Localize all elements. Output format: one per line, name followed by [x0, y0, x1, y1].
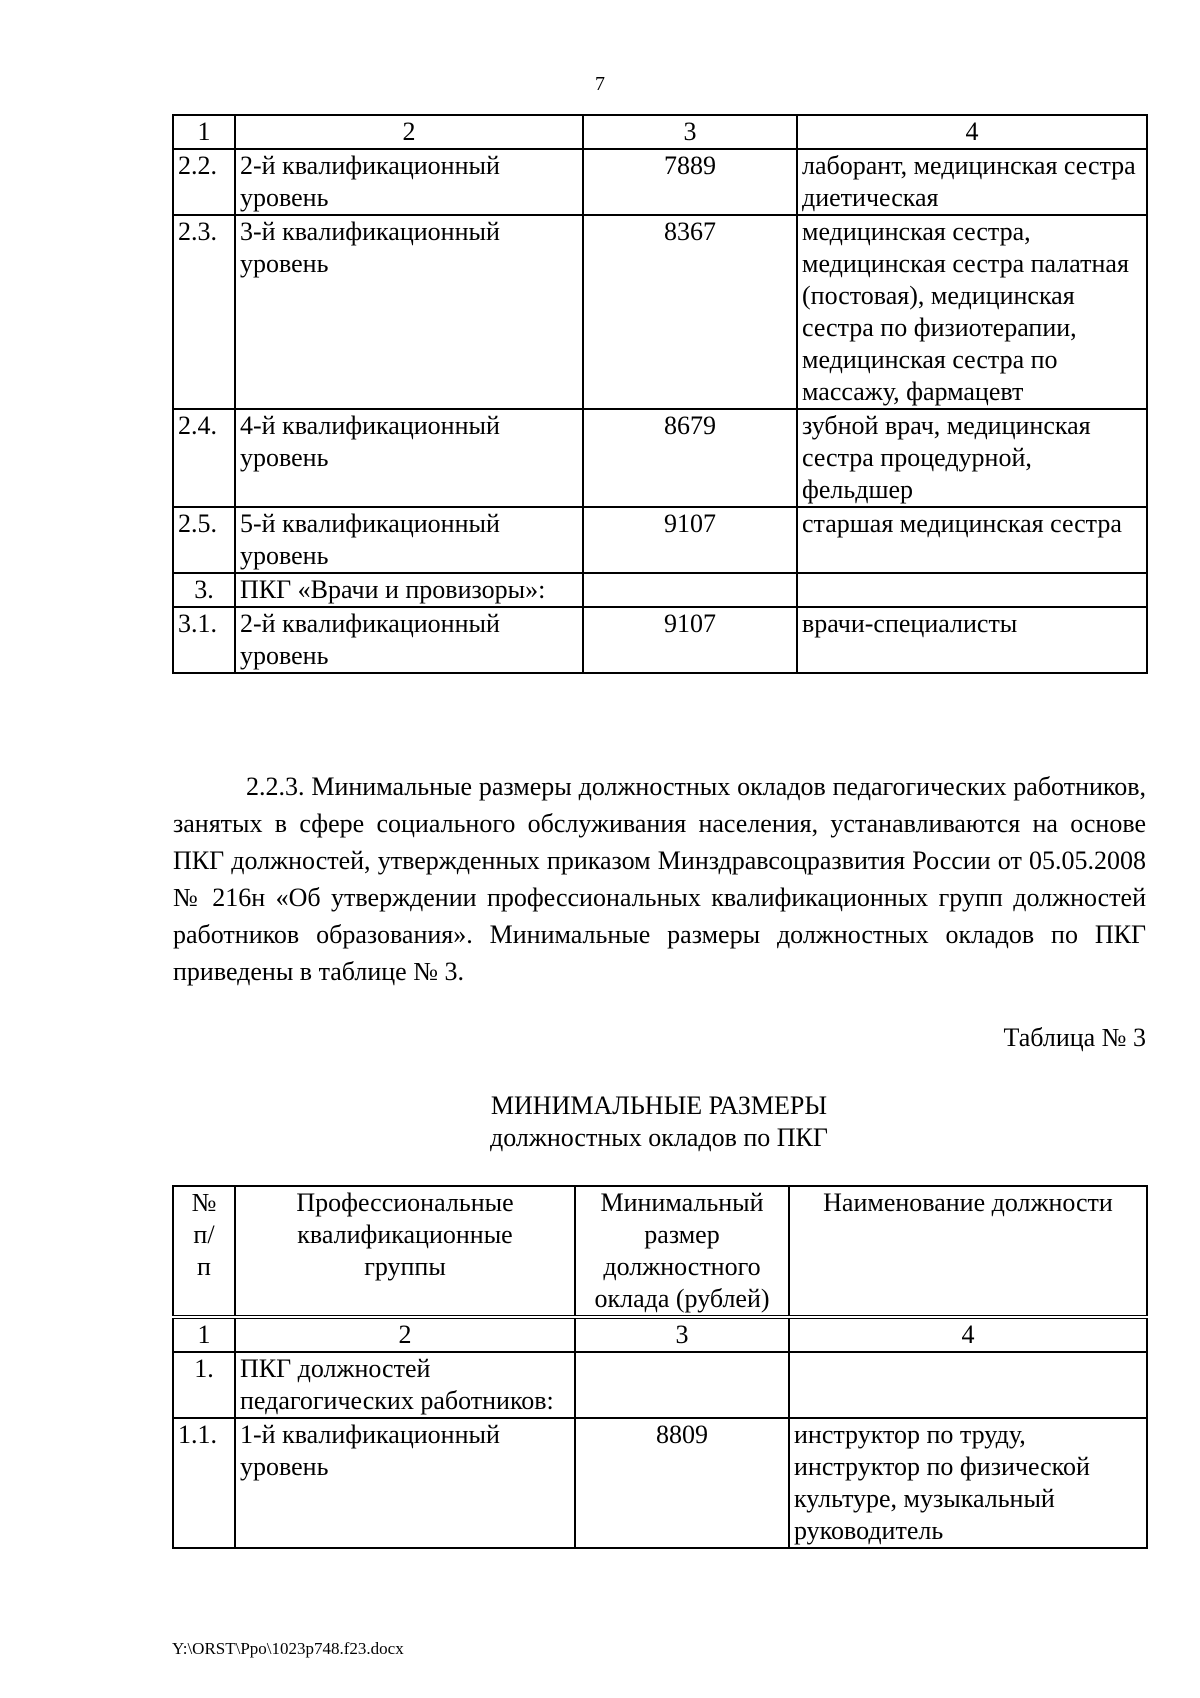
page-number: 7 — [595, 73, 605, 95]
header-positions: Наименование должности — [789, 1186, 1147, 1317]
position-names: лаборант, медицинская сестра диетическая — [797, 149, 1147, 215]
qualification-group: 1-й квалификационный уровень — [235, 1418, 575, 1548]
table-header-row — [173, 1186, 1147, 1317]
qualification-group: 3-й квалификационный уровень — [235, 215, 583, 409]
column-number: 4 — [789, 1317, 1147, 1352]
body-paragraph: 2.2.3. Минимальные размеры должностных окладов педагогических работников, занятых в сфере социального обслуживания населения, устанавливаются на основе ПКГ должностей, утвержденных приказом Минздравсоцразвития России от 05.05.2008 № 216н «Об утверждении профессиональных квалификационных групп должностей работников образования». Минимальные размеры должностных окладов по ПКГ приведены в таблице № 3. — [173, 772, 1146, 986]
table-row — [173, 215, 1147, 409]
column-number: 1 — [173, 1317, 235, 1352]
column-number: 2 — [235, 115, 583, 149]
row-number: 3.1. — [173, 607, 235, 673]
header-salary: Минимальный размер должностного оклада (рублей) — [575, 1186, 789, 1317]
table-title-line-1: МИНИМАЛЬНЫЕ РАЗМЕРЫ — [490, 1091, 828, 1120]
table-row — [173, 149, 1147, 215]
salary-value — [575, 1352, 789, 1418]
table-column-numbers-row — [173, 115, 1147, 149]
row-number: 2.2. — [173, 149, 235, 215]
salary-value: 8809 — [575, 1418, 789, 1548]
position-names: медицинская сестра, медицинская сестра палатная (постовая), медицинская сестра по физиотерапии, медицинская сестра по массажу, фармацевт — [797, 215, 1147, 409]
row-number: 1.1. — [173, 1418, 235, 1548]
position-names: старшая медицинская сестра — [797, 507, 1147, 573]
footer-file-path: Y:\ORST\Ppo\1023p748.f23.docx — [172, 1639, 404, 1658]
column-number: 2 — [235, 1317, 575, 1352]
salary-table-continued — [172, 114, 1148, 674]
column-number: 4 — [797, 115, 1147, 149]
salary-value: 8679 — [583, 409, 797, 507]
table-row — [173, 507, 1147, 573]
row-number: 2.5. — [173, 507, 235, 573]
row-number: 2.3. — [173, 215, 235, 409]
table-row — [173, 1418, 1147, 1548]
qualification-group: 4-й квалификационный уровень — [235, 409, 583, 507]
salary-value: 8367 — [583, 215, 797, 409]
row-number: 1. — [173, 1352, 235, 1418]
position-names: зубной врач, медицинская сестра процедурной, фельдшер — [797, 409, 1147, 507]
table-title — [0, 1090, 1200, 1154]
column-number: 1 — [173, 115, 235, 149]
table-row — [173, 409, 1147, 507]
column-number: 3 — [575, 1317, 789, 1352]
column-number: 3 — [583, 115, 797, 149]
qualification-group: 2-й квалификационный уровень — [235, 607, 583, 673]
qualification-group: ПКГ должностей педагогических работников: — [235, 1352, 575, 1418]
table-row — [173, 1352, 1147, 1418]
row-number: 2.4. — [173, 409, 235, 507]
qualification-group: 2-й квалификационный уровень — [235, 149, 583, 215]
header-num: № п/п — [173, 1186, 235, 1317]
position-names: врачи-специалисты — [797, 607, 1147, 673]
position-names — [789, 1352, 1147, 1418]
table-column-numbers-row — [173, 1317, 1147, 1352]
salary-value: 7889 — [583, 149, 797, 215]
qualification-group: 5-й квалификационный уровень — [235, 507, 583, 573]
salary-table-3 — [172, 1185, 1148, 1549]
position-names — [797, 573, 1147, 607]
qualification-group: ПКГ «Врачи и провизоры»: — [235, 573, 583, 607]
table-row — [173, 607, 1147, 673]
header-group: Профессиональные квалификационные группы — [235, 1186, 575, 1317]
row-number: 3. — [173, 573, 235, 607]
salary-value: 9107 — [583, 507, 797, 573]
position-names: инструктор по труду, инструктор по физической культуре, музыкальный руководитель — [789, 1418, 1147, 1548]
table-label: Таблица № 3 — [1003, 1023, 1146, 1052]
table-title-line-2: должностных окладов по ПКГ — [490, 1123, 828, 1152]
table-row — [173, 573, 1147, 607]
salary-value: 9107 — [583, 607, 797, 673]
salary-value — [583, 573, 797, 607]
